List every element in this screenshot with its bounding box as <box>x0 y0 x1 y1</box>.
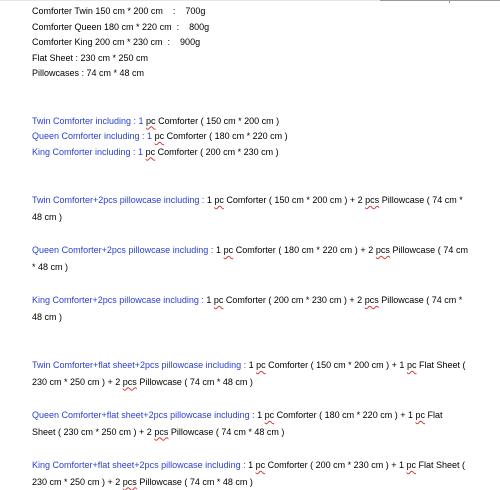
blank-space <box>32 390 468 407</box>
flatsheet-sets <box>32 357 468 490</box>
spell-flag-word: pc <box>146 115 156 126</box>
set-detail: 1 <box>257 410 265 420</box>
spell-flag-word: pcs <box>122 476 137 487</box>
set-label: Twin Comforter including : 1 <box>32 115 147 126</box>
set-detail: Comforter ( 150 cm * 200 cm ) + 1 <box>265 360 407 370</box>
set-label: Queen Comforter+flat sheet+2pcs pillowcase including : <box>32 410 258 420</box>
set-detail: 1 <box>248 460 256 470</box>
set-detail: 1 <box>248 360 257 370</box>
spell-flag-word: pc <box>145 146 156 157</box>
size-line: Flat Sheet : 230 cm * 250 cm <box>32 52 149 63</box>
blank-space <box>32 82 468 114</box>
set-detail: Comforter ( 150 cm * 200 cm ) <box>155 115 280 126</box>
set-detail: Flat Sheet ( 230 cm * 250 cm ) + 2 <box>32 360 466 387</box>
set-detail: Comforter ( 200 cm * 230 cm ) + 1 <box>265 460 407 470</box>
set-detail: Pillowcase ( 74 cm * 48 cm ) <box>32 245 468 272</box>
spell-flag-word: pc <box>415 410 425 420</box>
set-label: Queen Comforter+2pcs pillowcase including : <box>32 245 216 255</box>
spell-flag-word: pcs <box>364 295 379 305</box>
spell-flag-word: pcs <box>365 195 380 205</box>
set-detail: Pillowcase ( 74 cm * 48 cm ) <box>32 295 463 322</box>
flatsheet-set-paragraph <box>32 357 468 390</box>
spell-flag-word: pcs <box>154 426 169 437</box>
spell-flag-word: pc <box>256 360 266 370</box>
pillowcase-set-paragraph <box>32 242 468 275</box>
spell-flag-word: pc <box>264 410 275 420</box>
pillowcase-sets <box>32 192 468 325</box>
spell-flag-word: pc <box>154 131 165 141</box>
set-detail: 1 <box>206 195 215 205</box>
set-detail: Flat Sheet ( 230 cm * 250 cm ) + 2 <box>32 460 466 487</box>
set-detail: 1 <box>216 245 224 255</box>
comforter-set-line <box>32 129 468 145</box>
flatsheet-set-paragraph <box>32 407 468 440</box>
size-line: Comforter Queen 180 cm * 220 cm : 800g <box>32 21 210 32</box>
spell-flag-word: pc <box>406 360 417 370</box>
spell-flag-word: pcs <box>375 245 390 255</box>
spell-flag-word: pc <box>214 195 224 205</box>
set-detail: Comforter ( 150 cm * 200 cm ) + 2 <box>223 195 366 205</box>
ruler-light-segment <box>0 0 380 1</box>
set-detail: 1 <box>206 295 214 305</box>
pillowcase-set-paragraph <box>32 292 468 325</box>
size-line: Comforter Twin 150 cm * 200 cm : 700g <box>32 6 206 16</box>
set-detail: Pillowcase ( 74 cm * 48 cm ) <box>32 195 463 222</box>
spell-flag-word: pc <box>406 460 416 470</box>
document-body[interactable] <box>32 4 468 490</box>
set-label: King Comforter+2pcs pillowcase including : <box>32 295 207 305</box>
comforter-set-line <box>32 145 468 161</box>
set-label: Queen Comforter including : 1 <box>32 131 155 141</box>
blank-space <box>32 160 468 192</box>
size-line: Pillowcases : 74 cm * 48 cm <box>32 68 145 78</box>
ruler-edge <box>0 0 500 3</box>
set-detail: Pillowcase ( 74 cm * 48 cm ) <box>136 376 253 387</box>
set-detail: Comforter ( 180 cm * 220 cm ) + 1 <box>274 410 416 420</box>
blank-space <box>32 275 468 292</box>
spell-flag-word: pcs <box>122 376 137 387</box>
set-label: King Comforter including : 1 <box>32 146 146 157</box>
set-detail: Comforter ( 200 cm * 230 cm ) <box>155 146 279 157</box>
comforter-set-line <box>32 114 468 130</box>
set-detail: Comforter ( 180 cm * 220 cm ) <box>164 131 288 141</box>
set-detail: Comforter ( 200 cm * 230 cm ) + 2 <box>223 295 365 305</box>
blank-space <box>32 225 468 242</box>
set-detail: Flat Sheet ( 230 cm * 250 cm ) + 2 <box>32 410 443 437</box>
set-label: Twin Comforter+flat sheet+2pcs pillowcase including : <box>32 360 249 370</box>
ruler-dark-segment <box>380 0 500 1</box>
set-detail: Pillowcase ( 74 cm * 48 cm ) <box>136 476 253 487</box>
blank-space <box>32 440 468 457</box>
set-label: King Comforter+flat sheet+2pcs pillowcase including : <box>32 460 249 470</box>
spell-flag-word: pc <box>223 245 234 255</box>
size-list <box>32 4 468 82</box>
ruler-tick <box>449 0 450 3</box>
set-detail: Comforter ( 180 cm * 220 cm ) + 2 <box>233 245 376 255</box>
spell-flag-word: pc <box>213 295 224 305</box>
size-line: Comforter King 200 cm * 230 cm : 900g <box>32 37 201 47</box>
set-label: Twin Comforter+2pcs pillowcase including : <box>32 195 207 205</box>
blank-space <box>32 325 468 357</box>
pillowcase-set-paragraph <box>32 192 468 225</box>
comforter-sets <box>32 114 468 161</box>
flatsheet-set-paragraph <box>32 457 468 490</box>
spell-flag-word: pc <box>255 460 266 470</box>
set-detail: Pillowcase ( 74 cm * 48 cm ) <box>168 426 285 437</box>
